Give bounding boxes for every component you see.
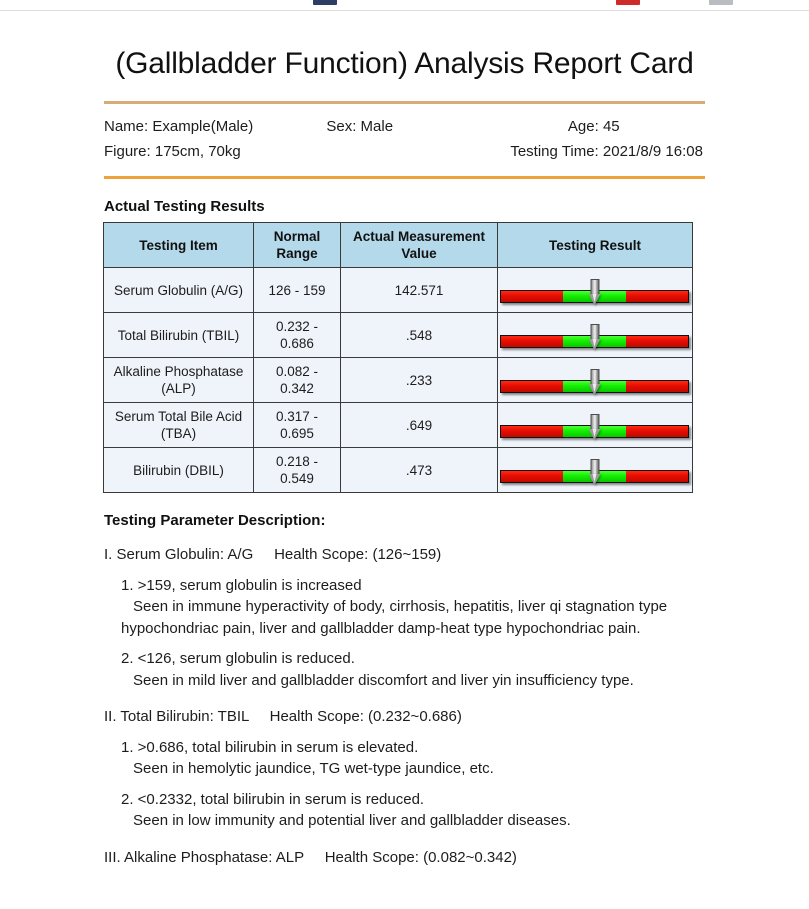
result-gauge — [500, 271, 690, 309]
result-gauge — [500, 406, 690, 444]
gauge-segment-high — [626, 471, 688, 482]
cell-testing-result — [498, 358, 693, 403]
testing-time: Testing Time: 2021/8/9 16:08 — [510, 143, 703, 160]
cell-actual-value: .649 — [341, 403, 498, 448]
patient-info-row-1 — [104, 114, 705, 139]
divider-bottom — [104, 176, 705, 179]
cell-testing-item: Bilirubin (DBIL) — [104, 448, 254, 493]
parameter-item-body: Seen in mild liver and gallbladder discomfort and liver yin insufficiency type. — [133, 671, 634, 689]
arrow-stem — [591, 279, 600, 295]
cell-testing-item: Total Bilirubin (TBIL) — [104, 313, 254, 358]
cell-testing-item: Alkaline Phosphatase (ALP) — [104, 358, 254, 403]
col-header-actual-value: Actual Measurement Value — [341, 223, 498, 268]
table-row — [104, 448, 693, 493]
parameter-description-block — [104, 544, 704, 868]
results-table — [103, 222, 693, 493]
divider-top — [104, 101, 705, 104]
cell-actual-value: .233 — [341, 358, 498, 403]
cell-actual-value: .473 — [341, 448, 498, 493]
result-gauge — [500, 451, 690, 489]
arrow-stem — [591, 459, 600, 475]
cell-normal-range: 0.317 - 0.695 — [254, 403, 341, 448]
parameter-item-number: 2. <0.2332, total bilirubin in serum is reduced. — [121, 790, 425, 808]
col-header-testing-item: Testing Item — [104, 223, 254, 268]
page-title: (Gallbladder Function) Analysis Report Card — [115, 47, 694, 80]
arrow-tip-highlight — [593, 339, 597, 347]
cell-testing-result — [498, 268, 693, 313]
gauge-segment-low — [501, 471, 563, 482]
description-heading: Testing Parameter Description: — [104, 512, 326, 529]
cell-normal-range: 0.218 - 0.549 — [254, 448, 341, 493]
gauge-marker-arrow-icon — [589, 414, 602, 441]
gauge-segment-high — [626, 426, 688, 437]
col-header-normal-range: Normal Range — [254, 223, 341, 268]
table-header-row — [104, 223, 693, 268]
parameter-heading: III. Alkaline Phosphatase: ALP Health Scope: (0.082~0.342) — [104, 848, 517, 866]
patient-name: Name: Example(Male) — [104, 118, 254, 135]
gauge-marker-arrow-icon — [589, 459, 602, 486]
parameter-heading: II. Total Bilirubin: TBIL Health Scope: (0.232~0.686) — [104, 708, 462, 725]
arrow-tip-highlight — [593, 429, 597, 437]
cell-normal-range: 0.082 - 0.342 — [254, 358, 341, 403]
cell-testing-result — [498, 313, 693, 358]
parameter-item-number: 1. >0.686, total bilirubin in serum is elevated. — [121, 738, 419, 756]
blue-toolbar-icon[interactable] — [313, 0, 337, 5]
gauge-marker-arrow-icon — [589, 369, 602, 396]
parameter-item-body: Seen in immune hyperactivity of body, cirrhosis, hepatitis, liver qi stagnation type hypochondriac pain, liver and gallbladder damp-heat type hypochondriac pain. — [121, 598, 668, 637]
table-row — [104, 313, 693, 358]
top-toolbar-strip — [0, 0, 809, 11]
parameter-item-number: 2. <126, serum globulin is reduced. — [121, 650, 355, 667]
gauge-marker-arrow-icon — [589, 279, 602, 306]
patient-sex: Sex: Male — [326, 118, 394, 135]
arrow-tip-highlight — [593, 294, 597, 302]
gauge-segment-high — [626, 291, 688, 302]
parameter-item-number: 1. >159, serum globulin is increased — [121, 576, 362, 594]
parameter-item-body: Seen in low immunity and potential liver and gallbladder diseases. — [133, 812, 571, 829]
results-table-head — [104, 223, 693, 268]
report-page — [0, 11, 809, 909]
cell-testing-item: Serum Globulin (A/G) — [104, 268, 254, 313]
gray-toolbar-icon[interactable] — [709, 0, 733, 5]
gauge-segment-low — [501, 336, 563, 347]
gauge-segment-low — [501, 381, 563, 392]
gauge-segment-high — [626, 381, 688, 392]
cell-actual-value: .548 — [341, 313, 498, 358]
cell-testing-item: Serum Total Bile Acid (TBA) — [104, 403, 254, 448]
patient-figure: Figure: 175cm, 70kg — [104, 143, 241, 160]
red-toolbar-icon[interactable] — [616, 0, 640, 5]
parameter-item-body: Seen in hemolytic jaundice, TG wet-type jaundice, etc. — [133, 760, 494, 777]
cell-testing-result — [498, 448, 693, 493]
cell-actual-value: 142.571 — [341, 268, 498, 313]
cell-normal-range: 126 - 159 — [254, 268, 341, 313]
patient-age: Age: 45 — [567, 118, 620, 135]
result-gauge — [500, 361, 690, 399]
arrow-tip-highlight — [593, 384, 597, 392]
cell-testing-result — [498, 403, 693, 448]
parameter-heading: I. Serum Globulin: A/G Health Scope: (126~159) — [104, 546, 442, 563]
patient-info — [104, 114, 705, 164]
gauge-segment-low — [501, 426, 563, 437]
arrow-stem — [591, 414, 600, 430]
table-row — [104, 268, 693, 313]
results-heading: Actual Testing Results — [104, 198, 265, 215]
table-row — [104, 403, 693, 448]
cell-normal-range: 0.232 - 0.686 — [254, 313, 341, 358]
patient-info-row-2 — [104, 139, 705, 164]
col-header-testing-result: Testing Result — [498, 223, 693, 268]
arrow-stem — [591, 324, 600, 340]
result-gauge — [500, 316, 690, 354]
table-row — [104, 358, 693, 403]
arrow-tip-highlight — [593, 474, 597, 482]
arrow-stem — [591, 369, 600, 385]
gauge-segment-high — [626, 336, 688, 347]
results-table-body — [104, 268, 693, 493]
gauge-marker-arrow-icon — [589, 324, 602, 351]
gauge-segment-low — [501, 291, 563, 302]
